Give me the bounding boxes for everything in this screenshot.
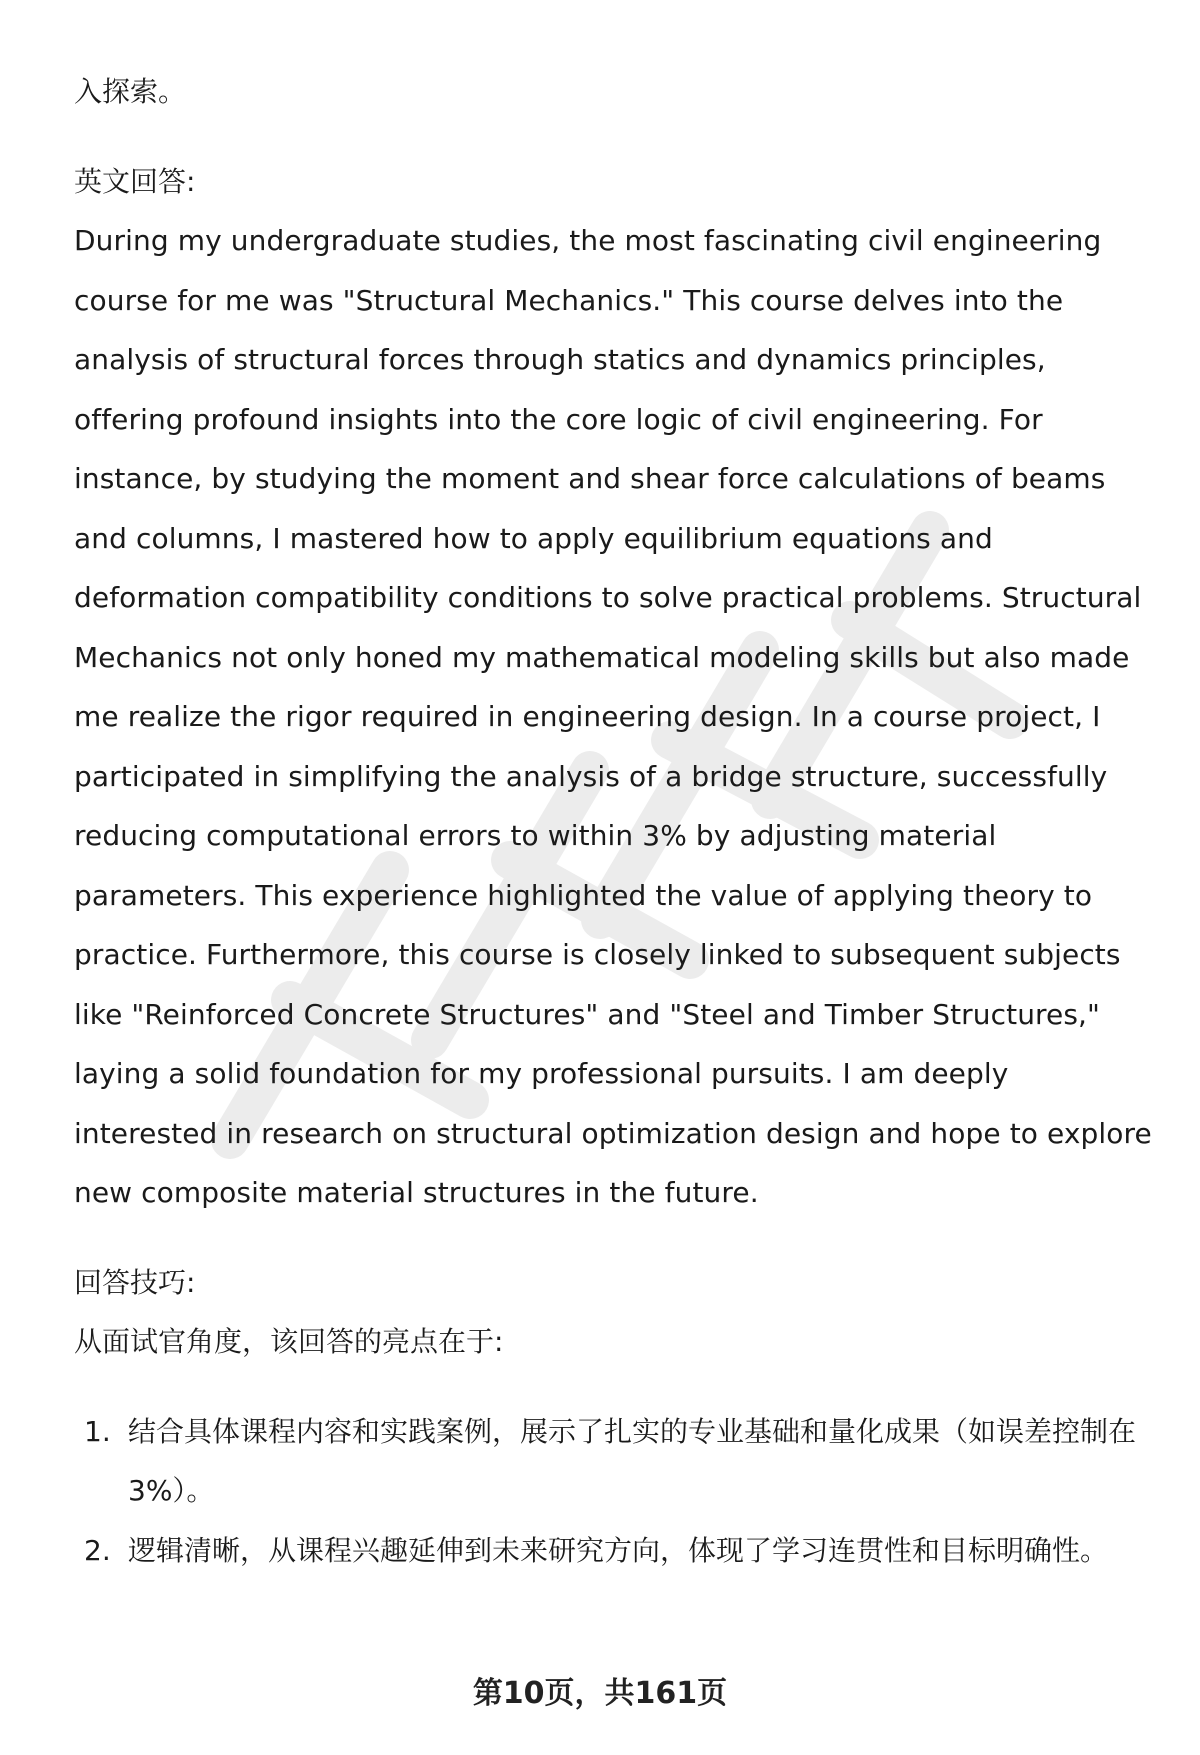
tip-number: 2. [84, 1533, 111, 1567]
tip-item-2 [74, 1521, 1154, 1581]
english-answer-heading: 英文回答: [74, 164, 196, 198]
tip-text: 结合具体课程内容和实践案例，展示了扎实的专业基础和量化成果（如误差控制在3%）。 [128, 1414, 1137, 1507]
tip-item-1 [74, 1402, 1154, 1521]
english-answer-paragraph: During my undergraduate studies, the most fascinating civil engineering course for me was "Structural Mechanics." This course delves into the analysis of structural forces through statics and dynamics principles, offering profound insights into the core logic of civil engineering. For instance, by studying the moment and shear force calculations of beams and columns, I mastered how to apply equilibrium equations and deformation compatibility conditions to solve practical problems. Structural Mechanics not only honed my mathematical modeling skills but also made me realize the rigor required in engineering design. In a course project, I participated in simplifying the analysis of a bridge structure, successfully reducing computational errors to within 3% by adjusting material parameters. This experience highlighted the value of applying theory to practice. Furthermore, this course is closely linked to subsequent subjects like "Reinforced Concrete Structures" and "Steel and Timber Structures," laying a solid foundation for my professional pursuits. I am deeply interested in research on structural optimization design and hope to explore new composite material structures in the future. [74, 224, 1152, 1209]
intro-tail: 入探索。 [74, 75, 187, 108]
tip-text: 逻辑清晰，从课程兴趣延伸到未来研究方向，体现了学习连贯性和目标明确性。 [128, 1533, 1109, 1567]
tips-intro: 从面试官角度，该回答的亮点在于: [74, 1325, 504, 1358]
tips-heading: 回答技巧: [74, 1265, 196, 1299]
tip-number: 1. [84, 1414, 111, 1448]
tips-list [74, 1402, 1154, 1581]
document-body [74, 62, 1154, 1580]
page-number-footer: 第10页，共161页 [472, 1676, 728, 1711]
